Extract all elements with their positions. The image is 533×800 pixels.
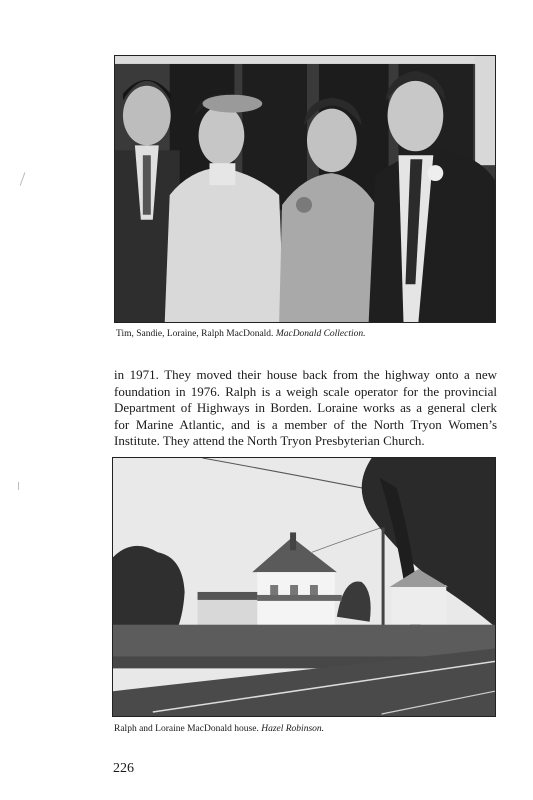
body-line: Department of Highways in Borden. Loraine works as a general clerk <box>114 400 497 415</box>
photo-caption <box>114 724 324 734</box>
body-line: for Marine Atlantic, and is a member of the North Tryon Women’s <box>114 416 497 432</box>
body-line: in 1971. They moved their house back from the highway onto a new <box>114 367 497 382</box>
body-line: foundation in 1976. Ralph is a weigh scale operator for the provincial <box>114 383 497 399</box>
house-photo <box>112 457 496 717</box>
margin-mark <box>18 482 19 490</box>
family-portrait-photo <box>114 55 496 323</box>
caption-people: Ralph and Loraine MacDonald house. <box>114 724 259 734</box>
page-number: 226 <box>113 761 134 776</box>
margin-mark <box>20 172 26 185</box>
caption-people: Tim, Sandie, Loraine, Ralph MacDonald. <box>116 329 274 339</box>
caption-credit: Hazel Robinson. <box>261 724 325 734</box>
photo-caption <box>116 329 366 339</box>
body-paragraph <box>114 367 497 450</box>
caption-credit: MacDonald Collection. <box>275 329 366 339</box>
body-line: Institute. They attend the North Tryon Presbyterian Church. <box>114 433 425 448</box>
